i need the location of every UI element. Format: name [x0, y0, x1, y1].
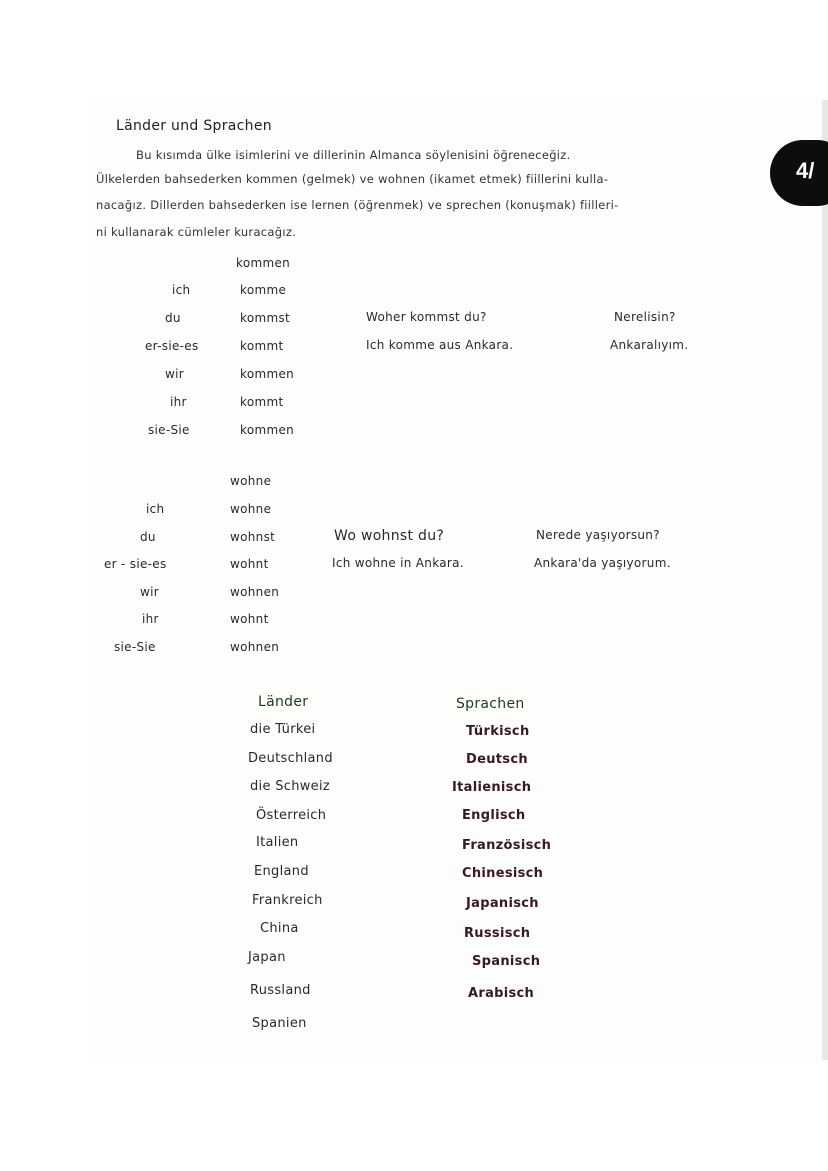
verb-form: wohnt — [230, 612, 269, 626]
language-item: Spanisch — [472, 954, 541, 969]
intro-line: ni kullanarak cümleler kuracağız. — [96, 225, 297, 239]
language-item: Japanisch — [466, 896, 539, 911]
translation-answer: Ankara'da yaşıyorum. — [534, 556, 671, 570]
country-item: die Schweiz — [250, 779, 330, 794]
country-item: Italien — [256, 835, 299, 850]
country-item: Spanien — [252, 1016, 307, 1031]
country-item: Frankreich — [252, 893, 323, 908]
example-question: Woher kommst du? — [366, 310, 487, 324]
country-item: Österreich — [256, 808, 327, 823]
language-item: Arabisch — [468, 986, 535, 1001]
pronoun: du — [165, 311, 181, 325]
country-item: Japan — [248, 950, 286, 965]
page-number-badge — [770, 140, 828, 206]
pronoun: ich — [146, 502, 165, 516]
verb-form: wohnst — [230, 529, 276, 544]
column-header-languages: Sprachen — [456, 696, 525, 712]
pronoun: wir — [165, 367, 184, 381]
language-item: Chinesisch — [462, 866, 544, 881]
example-answer: Ich komme aus Ankara. — [366, 338, 514, 352]
page-title: Länder und Sprachen — [116, 118, 272, 134]
intro-line: Ülkelerden bahsederken kommen (gelmek) ve wohnen (ikamet etmek) fiillerini kulla- — [96, 172, 609, 186]
country-item: England — [254, 864, 309, 879]
language-item: Türkisch — [466, 724, 530, 739]
verb-form: kommst — [240, 311, 290, 325]
column-header-countries: Länder — [258, 694, 309, 710]
language-item: Französisch — [462, 838, 552, 853]
country-item: die Türkei — [250, 722, 316, 737]
country-item: Russland — [250, 983, 311, 998]
page-edge — [822, 100, 828, 1060]
verb-form: wohnt — [230, 557, 269, 571]
pronoun: wir — [140, 584, 159, 599]
example-answer: Ich wohne in Ankara. — [332, 556, 464, 570]
verb-form: kommt — [240, 339, 284, 353]
intro-line: Bu kısımda ülke isimlerini ve dillerinin Almanca söylenisini öğreneceğiz. — [136, 148, 571, 162]
verb-form: kommt — [240, 395, 284, 409]
notebook-page — [88, 98, 828, 1063]
language-item: Deutsch — [466, 752, 528, 767]
language-item: Italienisch — [452, 780, 532, 795]
country-item: Deutschland — [248, 751, 333, 766]
verb-form: wohne — [230, 502, 272, 516]
page-number: 4/ — [796, 158, 815, 183]
language-item: Englisch — [462, 808, 526, 823]
verb-form: wohnen — [230, 639, 280, 654]
verb-form: kommen — [240, 423, 295, 437]
verb-form: komme — [240, 283, 287, 297]
pronoun: ihr — [170, 395, 187, 409]
pronoun: sie-Sie — [114, 639, 156, 654]
country-item: China — [260, 921, 299, 936]
verb-form: kommen — [240, 367, 295, 381]
pronoun: sie-Sie — [148, 423, 190, 437]
verb-infinitive: wohne — [230, 474, 272, 488]
pronoun: er - sie-es — [104, 557, 167, 571]
intro-line: nacağız. Dillerden bahsederken ise lernen (öğrenmek) ve sprechen (konuşmak) fiilleri- — [96, 198, 619, 212]
language-item: Russisch — [464, 926, 531, 941]
translation-answer: Ankaralıyım. — [610, 338, 689, 352]
translation-question: Nerede yaşıyorsun? — [536, 528, 660, 542]
translation-question: Nerelisin? — [614, 310, 676, 324]
pronoun: ihr — [142, 612, 159, 626]
verb-infinitive: kommen — [236, 256, 291, 270]
pronoun: er-sie-es — [145, 339, 199, 353]
verb-form: wohnen — [230, 584, 280, 599]
pronoun: ich — [172, 283, 191, 297]
example-question: Wo wohnst du? — [334, 528, 445, 544]
pronoun: du — [140, 529, 156, 544]
